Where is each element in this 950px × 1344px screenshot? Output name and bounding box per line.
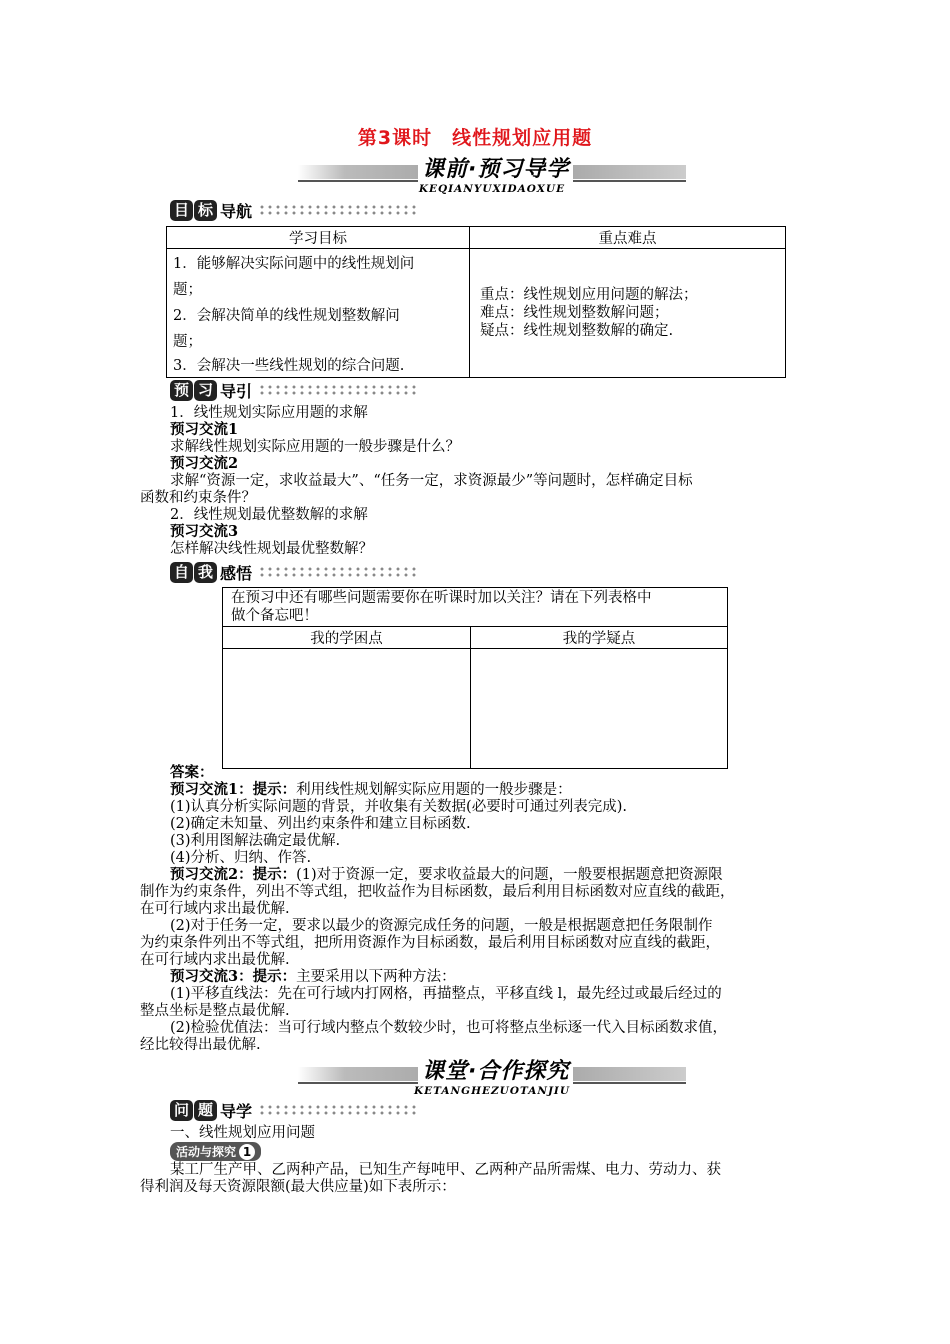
answer-line: 经比较得出最优解. [140,1037,261,1053]
answer-line: 预习交流3：提示：主要采用以下两种方法： [170,968,456,985]
preview-label: 预习交流3 [170,523,239,540]
answer-line: (1)认真分析实际问题的背景，并收集有关数据(必要时可通过列表完成). [170,799,627,815]
banner-text: 课堂·合作探究 [418,1054,573,1085]
preview-line: 怎样解决线性规划最优整数解？ [170,541,373,557]
preview-line: 函数和约束条件？ [140,490,256,506]
problem-line: 某工厂生产甲、乙两种产品，已知生产每吨甲、乙两种产品所需煤、电力、劳动力、获 [170,1162,721,1178]
answer-line: 在可行域内求出最优解. [140,901,290,917]
goal-table [166,226,786,378]
reflect-prompt-cell [223,588,728,627]
badge-char: 我 [194,562,217,583]
answer-line: 预习交流2：提示：(1)对于资源一定，要求收益最大的问题，一般要根据题意把资源限 [170,866,723,883]
badge-char: 习 [194,380,217,401]
answer-line: (4)分析、归纳、作答. [170,850,312,866]
col-header-goals: 学习目标 [167,227,470,249]
key-line: 重点：线性规划应用问题的解法； [480,287,698,303]
keys-cell [470,249,786,378]
banner-subtitle: KETANGHEZUOTANJIU [414,1085,570,1097]
answer-line: (2)确定未知量、列出约束条件和建立目标函数. [170,816,471,832]
answer-line: 为约束条件列出不等式组，把所用资源作为目标函数，最后利用目标函数对应直线的截距， [140,935,720,951]
section-title: 导学 [220,1101,253,1121]
banner-text: 课前·预习导学 [418,152,573,183]
key-line: 难点：线性规划整数解问题； [480,305,669,321]
goal-line: 3．会解决一些线性规划的综合问题. [173,358,405,374]
col-header-doubts: 我的学疑点 [471,627,728,649]
col-header-difficulties: 我的学困点 [223,627,471,649]
section-banner-class [298,1052,686,1096]
goals-cell [167,249,470,378]
goal-line: 题； [173,282,202,298]
section-title: 导引 [220,381,253,401]
preview-line: 求解“资源一定，求收益最大”、“任务一定，求资源最少”等问题时，怎样确定目标 [170,473,693,489]
preview-line: 1．线性规划实际应用题的求解 [170,405,368,421]
section-header-preview [170,378,418,402]
section-title: 导航 [220,201,253,221]
answer-line: (2)检验优值法：当可行域内整点个数较少时，也可将整点坐标逐一代入目标函数求值， [170,1020,728,1036]
answer-line: (3)利用图解法确定最优解. [170,833,341,849]
answers-heading: 答案： [170,764,214,781]
badge-char: 目 [170,200,193,221]
activity-number: 1 [239,1144,255,1160]
goal-line: 2．会解决简单的线性规划整数解问 [173,308,400,324]
badge-char: 问 [170,1100,193,1121]
badge-char: 预 [170,380,193,401]
key-line: 疑点：线性规划整数解的确定. [480,323,674,339]
problem-line: 得利润及每天资源限额(最大供应量)如下表所示： [140,1179,456,1195]
section-title: 感悟 [220,563,253,583]
doubts-cell[interactable] [471,649,728,769]
activity-label: 活动与探究 [176,1145,237,1159]
page-title: 第3课时 线性规划应用题 [357,127,593,149]
badge-char: 题 [194,1100,217,1121]
activity-badge [170,1142,261,1161]
badge-char: 自 [170,562,193,583]
reflect-prompt: 在预习中还有哪些问题需要你在听课时加以关注？请在下列表格中 [231,590,652,606]
answer-line: 整点坐标是整点最优解. [140,1003,290,1019]
goal-line: 1．能够解决实际问题中的线性规划问 [173,256,415,272]
answer-line: 预习交流1：提示：利用线性规划解实际应用题的一般步骤是： [170,781,572,798]
preview-label: 预习交流1 [170,421,239,438]
answer-line: 在可行域内求出最优解. [140,952,290,968]
answer-line: (1)平移直线法：先在可行域内打网格，再描整点，平移直线 l，最先经过或最后经过的 [170,986,722,1002]
section-header-questions [170,1098,418,1122]
badge-char: 标 [194,200,217,221]
preview-label: 预习交流2 [170,455,239,472]
section-header-reflect [170,560,418,584]
reflect-table [222,587,728,769]
section-banner-preview [298,150,686,194]
goal-line: 题； [173,334,202,350]
answer-line: 制作为约束条件，列出不等式组，把收益作为目标函数，最后利用目标函数对应直线的截距， [140,884,735,900]
preview-line: 求解线性规划实际应用题的一般步骤是什么？ [170,439,460,455]
difficulties-cell[interactable] [223,649,471,769]
part-heading: 一、线性规划应用问题 [170,1125,315,1141]
reflect-prompt: 做个备忘吧！ [231,608,318,624]
section-header-goals [170,198,418,222]
col-header-keys: 重点难点 [470,227,786,249]
preview-line: 2．线性规划最优整数解的求解 [170,507,368,523]
banner-subtitle: KEQIANYUXIDAOXUE [418,183,566,195]
answer-line: (2)对于任务一定，要求以最少的资源完成任务的问题，一般是根据题意把任务限制作 [170,918,713,934]
